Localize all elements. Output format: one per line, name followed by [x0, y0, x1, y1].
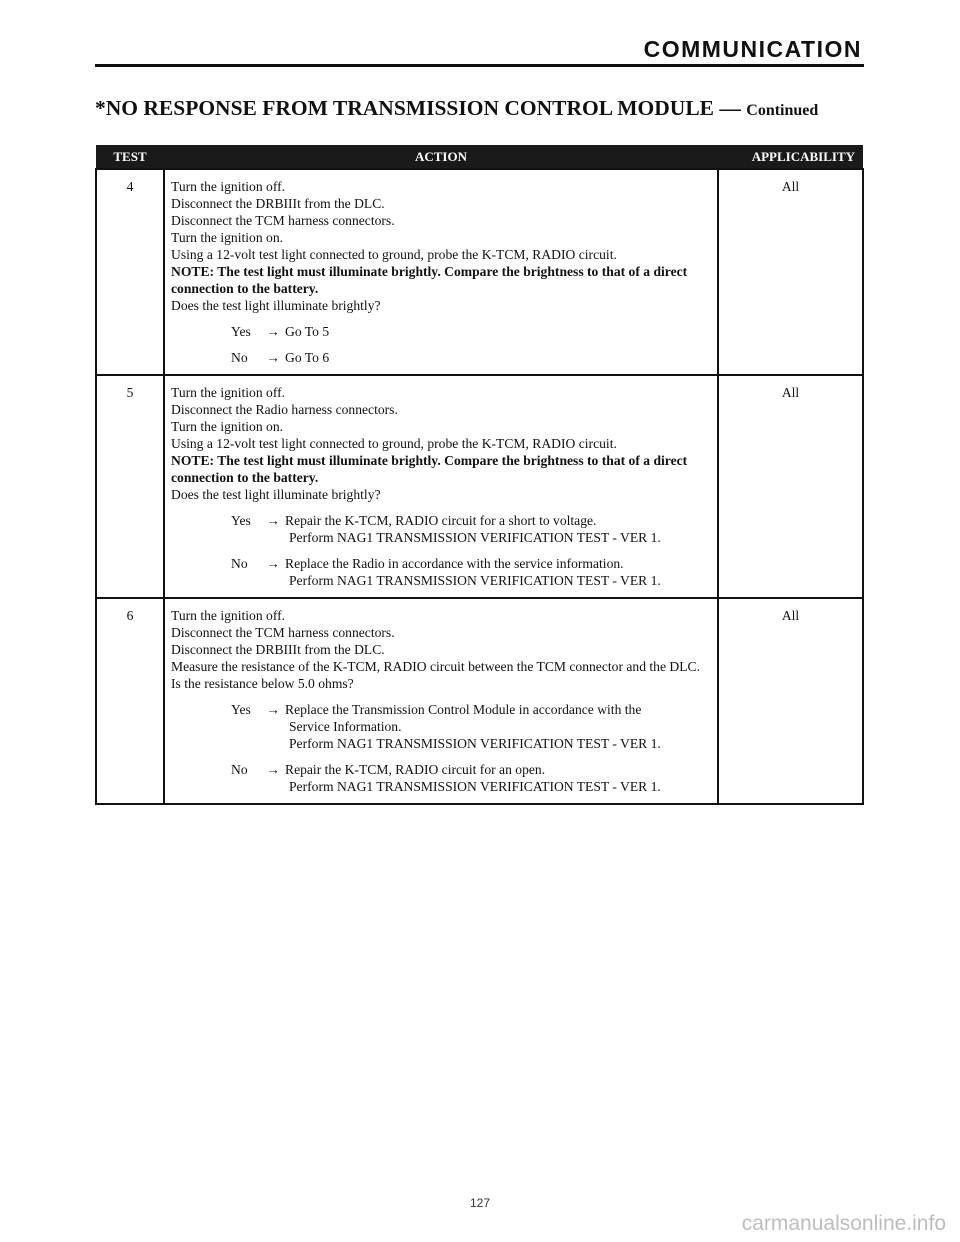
page-title-text: *NO RESPONSE FROM TRANSMISSION CONTROL MODULE —: [95, 96, 741, 120]
action-step: Disconnect the DRBIIIt from the DLC.: [171, 642, 385, 657]
action-question: Is the resistance below 5.0 ohms?: [171, 676, 354, 691]
column-header-action: ACTION: [164, 145, 718, 169]
yes-result: [285, 512, 711, 546]
action-cell: [164, 169, 718, 375]
action-step: Measure the resistance of the K-TCM, RADIO circuit between the TCM connector and the DLC.: [171, 659, 700, 674]
no-label: No: [231, 762, 248, 777]
no-result: [285, 349, 711, 366]
table-row: [96, 169, 863, 375]
result-line: Replace the Transmission Control Module in accordance with the: [285, 702, 642, 717]
result-line: Go To 5: [285, 324, 330, 339]
right-arrow-icon: →: [266, 350, 280, 365]
yes-response: [171, 701, 711, 752]
result-line: Perform NAG1 TRANSMISSION VERIFICATION TEST - VER 1.: [289, 573, 661, 588]
no-label: No: [231, 350, 248, 365]
yes-label: Yes: [231, 702, 251, 717]
action-cell: [164, 375, 718, 598]
action-cell: [164, 598, 718, 804]
no-response: [171, 349, 711, 366]
result-line: Perform NAG1 TRANSMISSION VERIFICATION TEST - VER 1.: [289, 530, 661, 545]
no-result: [285, 761, 711, 795]
result-line: Repair the K-TCM, RADIO circuit for an open.: [285, 762, 546, 777]
right-arrow-icon: →: [266, 762, 280, 777]
procedure-table: [95, 145, 864, 805]
action-step: Turn the ignition off.: [171, 608, 286, 623]
action-step: Disconnect the TCM harness connectors.: [171, 625, 395, 640]
yes-label: Yes: [231, 513, 251, 528]
yes-response: [171, 323, 711, 340]
right-arrow-icon: →: [266, 513, 280, 528]
result-line: Repair the K-TCM, RADIO circuit for a short to voltage.: [285, 513, 597, 528]
continued-label: Continued: [746, 102, 819, 119]
page-number: 127: [469, 1196, 491, 1210]
no-response: [171, 555, 711, 589]
result-line: Service Information.: [289, 719, 402, 734]
result-line: Perform NAG1 TRANSMISSION VERIFICATION TEST - VER 1.: [289, 736, 661, 751]
watermark: carmanualsonline.info: [741, 1212, 946, 1235]
title-rule: [95, 64, 864, 67]
right-arrow-icon: →: [266, 702, 280, 717]
right-arrow-icon: →: [266, 324, 280, 339]
action-step: Disconnect the DRBIIIt from the DLC.: [171, 196, 385, 211]
result-line: Go To 6: [285, 350, 330, 365]
action-step: Turn the ignition off.: [171, 385, 286, 400]
page-title: [95, 96, 818, 121]
table-row: [96, 598, 863, 804]
yes-label: Yes: [231, 324, 251, 339]
no-result: [285, 555, 711, 589]
section-title: COMMUNICATION: [643, 36, 862, 62]
action-step: Disconnect the Radio harness connectors.: [171, 402, 398, 417]
action-step: Using a 12-volt test light connected to ground, probe the K-TCM, RADIO circuit.: [171, 436, 617, 451]
no-label: No: [231, 556, 248, 571]
applicability-value: All: [718, 169, 863, 375]
action-note: NOTE: The test light must illuminate brightly. Compare the brightness to that of a direct connection to the battery.: [171, 453, 688, 485]
action-step: Using a 12-volt test light connected to ground, probe the K-TCM, RADIO circuit.: [171, 247, 617, 262]
test-number: 6: [96, 598, 164, 804]
result-line: Replace the Radio in accordance with the service information.: [285, 556, 624, 571]
action-step: Disconnect the TCM harness connectors.: [171, 213, 395, 228]
action-note: NOTE: The test light must illuminate brightly. Compare the brightness to that of a direct connection to the battery.: [171, 264, 688, 296]
action-step: Turn the ignition on.: [171, 230, 284, 245]
result-line: Perform NAG1 TRANSMISSION VERIFICATION TEST - VER 1.: [289, 779, 661, 794]
column-header-test: TEST: [96, 145, 164, 169]
action-step: Turn the ignition on.: [171, 419, 284, 434]
action-question: Does the test light illuminate brightly?: [171, 298, 381, 313]
table-header-row: [96, 145, 863, 169]
action-step: Turn the ignition off.: [171, 179, 286, 194]
test-number: 5: [96, 375, 164, 598]
action-question: Does the test light illuminate brightly?: [171, 487, 381, 502]
yes-result: [285, 323, 711, 340]
yes-response: [171, 512, 711, 546]
no-response: [171, 761, 711, 795]
yes-result: [285, 701, 711, 752]
applicability-value: All: [718, 598, 863, 804]
applicability-value: All: [718, 375, 863, 598]
test-number: 4: [96, 169, 164, 375]
right-arrow-icon: →: [266, 556, 280, 571]
column-header-applicability: APPLICABILITY: [718, 145, 863, 169]
table-row: [96, 375, 863, 598]
